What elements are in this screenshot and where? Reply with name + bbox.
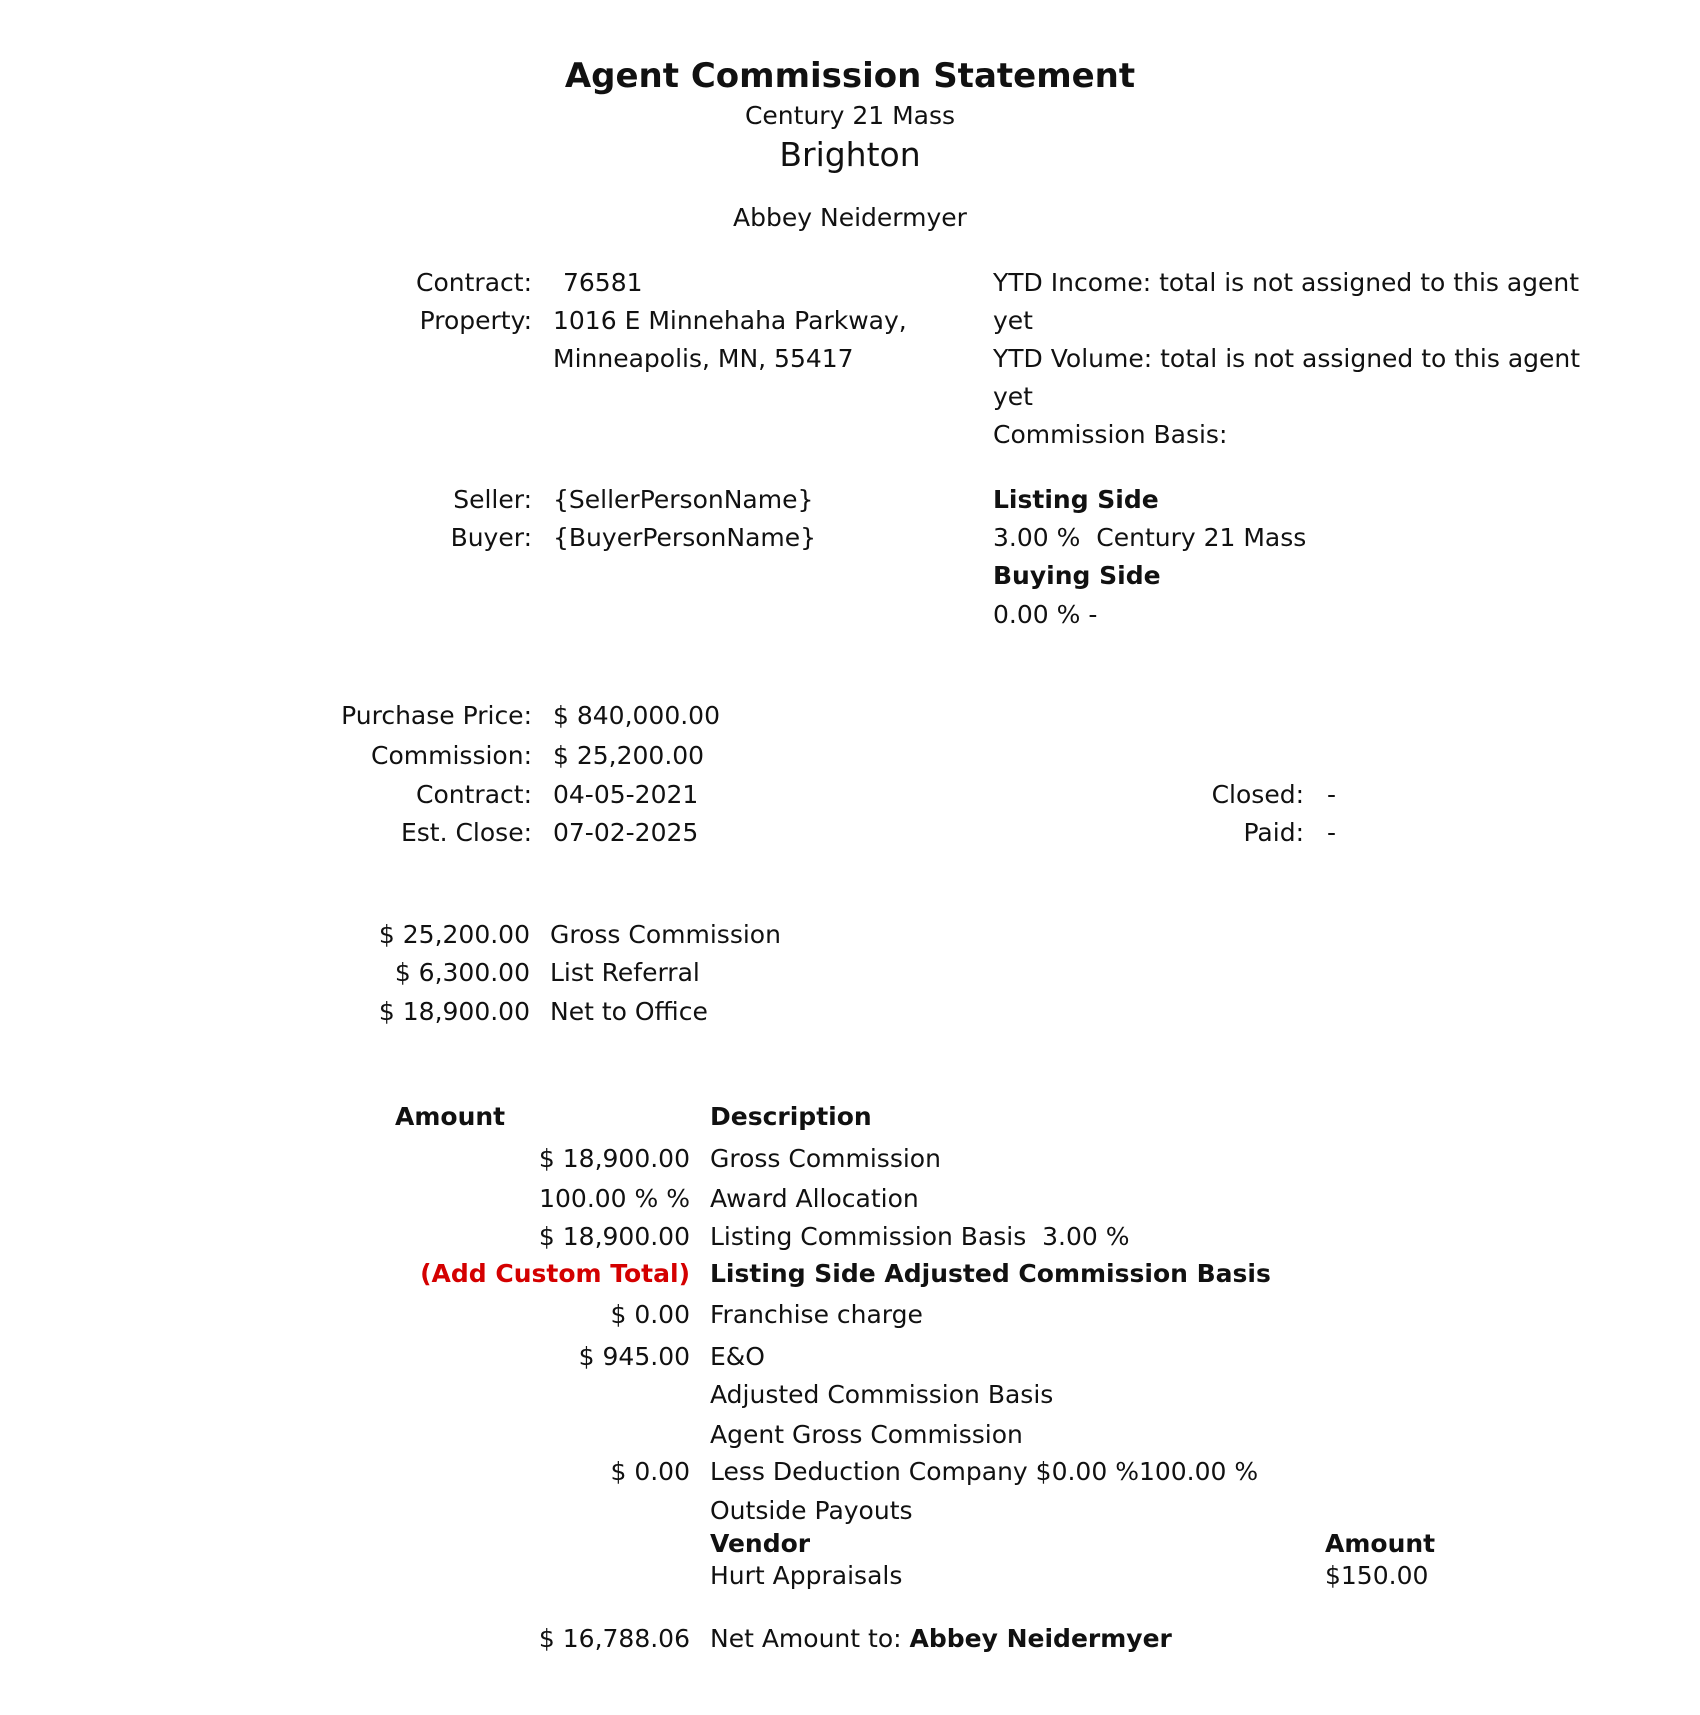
ytd-income-line1: YTD Income: total is not assigned to this agent <box>993 268 1580 297</box>
contract-date-value: 04-05-2021 <box>553 780 699 809</box>
commission-label: Commission: <box>371 741 532 770</box>
summary-amount: $ 18,900.00 <box>378 997 530 1026</box>
property-label: Property: <box>419 306 532 335</box>
listing-side-value: 3.00 % Century 21 Mass <box>993 523 1307 552</box>
office-name: Brighton <box>779 135 921 174</box>
amount-column-header: Amount <box>395 1102 506 1131</box>
breakdown-amount: 100.00 % % <box>539 1184 690 1213</box>
breakdown-description: Gross Commission <box>710 1144 941 1173</box>
buyer-label: Buyer: <box>450 523 532 552</box>
breakdown-amount: $ 18,900.00 <box>538 1222 690 1251</box>
breakdown-description: E&O <box>710 1342 765 1371</box>
closed-label: Closed: <box>1211 780 1304 809</box>
buyer-value: {BuyerPersonName} <box>553 523 817 552</box>
breakdown-description: Less Deduction Company $0.00 %100.00 % <box>710 1457 1259 1486</box>
breakdown-description: Listing Commission Basis 3.00 % <box>710 1222 1130 1251</box>
ytd-volume-line1: YTD Volume: total is not assigned to this agent <box>993 344 1581 373</box>
breakdown-description: Adjusted Commission Basis <box>710 1380 1054 1409</box>
vendor-column-header: Vendor <box>710 1529 811 1558</box>
breakdown-description: Agent Gross Commission <box>710 1420 1023 1449</box>
summary-label: List Referral <box>550 958 700 987</box>
breakdown-description: Franchise charge <box>710 1300 923 1329</box>
contract-label: Contract: <box>416 268 532 297</box>
vendor-amount-column-header: Amount <box>1325 1529 1436 1558</box>
property-address-line1: 1016 E Minnehaha Parkway, <box>553 306 907 335</box>
purchase-price-value: $ 840,000.00 <box>553 701 720 730</box>
breakdown-amount: $ 0.00 <box>610 1300 690 1329</box>
buying-side-value: 0.00 % - <box>993 600 1098 629</box>
property-address-line2: Minneapolis, MN, 55417 <box>553 344 854 373</box>
breakdown-amount: $ 18,900.00 <box>538 1144 690 1173</box>
vendor-name: Hurt Appraisals <box>710 1561 903 1590</box>
closed-value: - <box>1327 780 1337 809</box>
breakdown-description: Outside Payouts <box>710 1496 913 1525</box>
net-amount-line <box>710 1624 1172 1654</box>
summary-amount: $ 6,300.00 <box>394 958 530 987</box>
purchase-price-label: Purchase Price: <box>341 701 532 730</box>
seller-label: Seller: <box>453 485 532 514</box>
agent-name: Abbey Neidermyer <box>733 203 967 232</box>
contract-number: 76581 <box>563 268 643 297</box>
contract-date-label: Contract: <box>416 780 532 809</box>
est-close-value: 07-02-2025 <box>553 818 699 847</box>
vendor-amount: $150.00 <box>1325 1561 1429 1590</box>
paid-label: Paid: <box>1243 818 1304 847</box>
breakdown-amount: $ 945.00 <box>578 1342 690 1371</box>
commission-value: $ 25,200.00 <box>553 741 705 770</box>
net-agent-name: Abbey Neidermyer <box>909 1624 1172 1653</box>
buying-side-heading: Buying Side <box>993 561 1161 590</box>
breakdown-description: Award Allocation <box>710 1184 919 1213</box>
add-custom-total-link[interactable]: (Add Custom Total) <box>420 1259 690 1288</box>
ytd-income-line2: yet <box>993 306 1033 335</box>
summary-label: Net to Office <box>550 997 708 1026</box>
paid-value: - <box>1327 818 1337 847</box>
summary-label: Gross Commission <box>550 920 781 949</box>
net-amount: $ 16,788.06 <box>538 1624 690 1653</box>
listing-side-heading: Listing Side <box>993 485 1159 514</box>
breakdown-amount: $ 0.00 <box>610 1457 690 1486</box>
page-title: Agent Commission Statement <box>564 56 1136 96</box>
ytd-volume-line2: yet <box>993 382 1033 411</box>
company-name: Century 21 Mass <box>744 101 956 130</box>
net-amount-label: Net Amount to: <box>710 1624 902 1653</box>
commission-basis-label: Commission Basis: <box>993 420 1228 449</box>
breakdown-description: Listing Side Adjusted Commission Basis <box>710 1259 1271 1288</box>
description-column-header: Description <box>710 1102 872 1131</box>
est-close-label: Est. Close: <box>400 818 532 847</box>
seller-value: {SellerPersonName} <box>553 485 814 514</box>
summary-amount: $ 25,200.00 <box>378 920 530 949</box>
